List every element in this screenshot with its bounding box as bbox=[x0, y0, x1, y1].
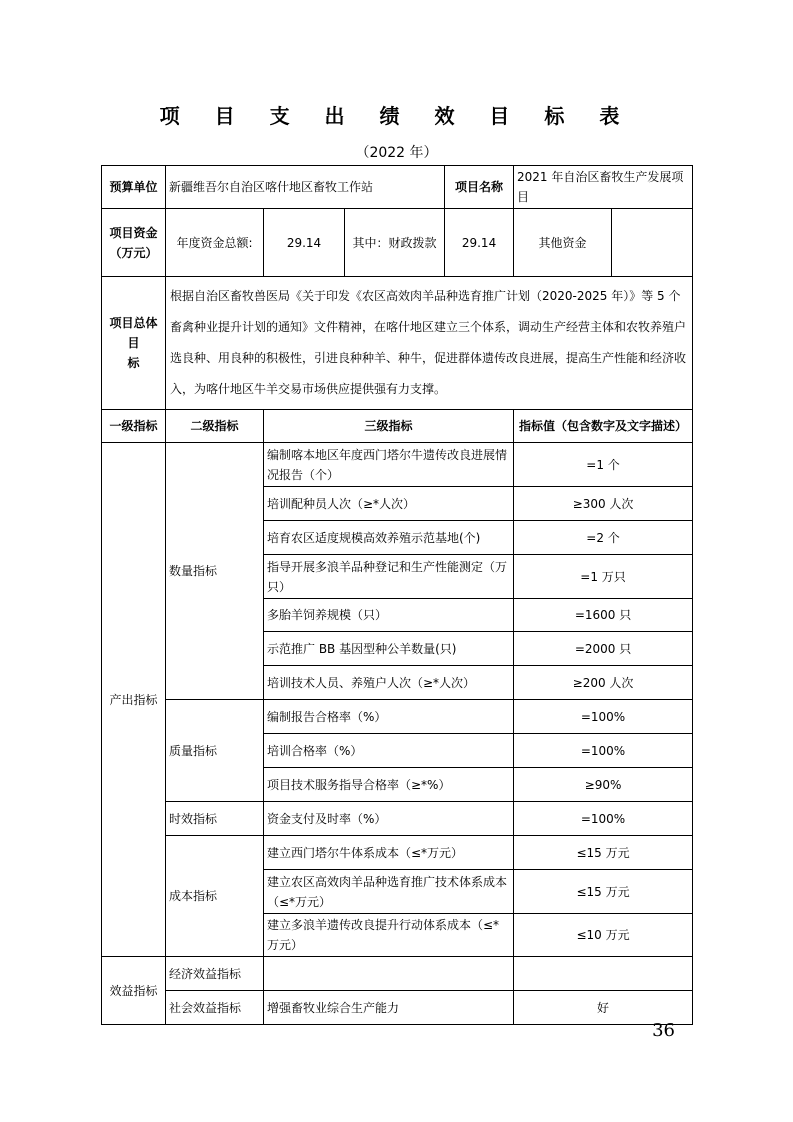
performance-table bbox=[101, 165, 693, 1025]
funds-label-line1: 项目资金 bbox=[109, 225, 158, 240]
indicator-name bbox=[264, 957, 514, 991]
indicator-name: 建立多浪羊遗传改良提升行动体系成本（≤*万元） bbox=[264, 914, 514, 957]
indicator-value: ≥90% bbox=[514, 768, 693, 802]
quality-label: 质量指标 bbox=[166, 700, 264, 802]
fiscal-label: 其中：财政拨款 bbox=[345, 209, 445, 277]
annual-total-value: 29.14 bbox=[264, 209, 345, 277]
goal-label-line2: 标 bbox=[127, 356, 140, 370]
col-level2: 二级指标 bbox=[166, 410, 264, 443]
indicator-value: ≤15 万元 bbox=[514, 836, 693, 870]
indicator-name: 编制喀本地区年度西门塔尔牛遗传改良进展情况报告（个） bbox=[264, 443, 514, 487]
goal-label bbox=[102, 277, 166, 410]
indicator-value: ≤15 万元 bbox=[514, 870, 693, 914]
indicator-name: 建立农区高效肉羊品种选育推广技术体系成本（≤*万元） bbox=[264, 870, 514, 914]
indicator-value: ≤10 万元 bbox=[514, 914, 693, 957]
indicator-value: ≥200 人次 bbox=[514, 666, 693, 700]
indicator-value: ≥300 人次 bbox=[514, 487, 693, 521]
goal-label-line1: 项目总体目 bbox=[109, 316, 158, 350]
col-level3: 三级指标 bbox=[264, 410, 514, 443]
indicator-value bbox=[514, 957, 693, 991]
indicator-name: 指导开展多浪羊品种登记和生产性能测定（万只） bbox=[264, 555, 514, 599]
indicator-value: =2 个 bbox=[514, 521, 693, 555]
year-label: （2022 年） bbox=[355, 145, 438, 161]
cost-label: 成本指标 bbox=[166, 836, 264, 957]
other-funds-label: 其他资金 bbox=[514, 209, 612, 277]
indicator-name: 培训合格率（%） bbox=[264, 734, 514, 768]
social-benefit-label: 社会效益指标 bbox=[166, 991, 264, 1025]
budget-unit-value: 新疆维吾尔自治区喀什地区畜牧工作站 bbox=[166, 166, 445, 209]
indicator-value: =1 个 bbox=[514, 443, 693, 487]
quantity-label: 数量指标 bbox=[166, 443, 264, 700]
project-name-label: 项目名称 bbox=[445, 166, 514, 209]
funds-label bbox=[102, 209, 166, 277]
indicator-value: =100% bbox=[514, 802, 693, 836]
indicator-name: 示范推广 BB 基因型种公羊数量(只) bbox=[264, 632, 514, 666]
fiscal-value: 29.14 bbox=[445, 209, 514, 277]
indicator-name: 编制报告合格率（%） bbox=[264, 700, 514, 734]
project-name-value: 2021 年自治区畜牧生产发展项目 bbox=[514, 166, 693, 209]
economic-benefit-label: 经济效益指标 bbox=[166, 957, 264, 991]
indicator-name: 培训配种员人次（≥*人次） bbox=[264, 487, 514, 521]
indicator-name: 培训技术人员、养殖户人次（≥*人次） bbox=[264, 666, 514, 700]
indicator-value: =100% bbox=[514, 700, 693, 734]
annual-total-label: 年度资金总额: bbox=[166, 209, 264, 277]
budget-unit-label: 预算单位 bbox=[102, 166, 166, 209]
indicator-name: 项目技术服务指导合格率（≥*%） bbox=[264, 768, 514, 802]
indicator-value: 好 bbox=[514, 991, 693, 1025]
col-level1: 一级指标 bbox=[102, 410, 166, 443]
indicator-value: =100% bbox=[514, 734, 693, 768]
indicator-name: 多胎羊饲养规模（只） bbox=[264, 599, 514, 632]
funds-label-line2: （万元） bbox=[109, 245, 158, 260]
indicator-value: =1600 只 bbox=[514, 599, 693, 632]
indicator-name: 培育农区适度规模高效养殖示范基地(个) bbox=[264, 521, 514, 555]
other-funds-value bbox=[612, 209, 693, 277]
timeliness-label: 时效指标 bbox=[166, 802, 264, 836]
indicator-name: 资金支付及时率（%） bbox=[264, 802, 514, 836]
goal-text: 根据自治区畜牧兽医局《关于印发《农区高效肉羊品种选育推广计划（2020-2025 年）》等 5 个畜禽种业提升计划的通知》文件精神，在喀什地区建立三个体系，调动生产经营主体和农牧养殖户选良种、用良种的积极性，引进良种种羊、种牛，促进群体遗传改良进展，提高生产性能和经济收入，为喀什地区牛羊交易市场供应提供强有力支撑。 bbox=[166, 277, 693, 410]
page-number: 36 bbox=[652, 1020, 675, 1041]
indicator-name: 建立西门塔尔牛体系成本（≤*万元） bbox=[264, 836, 514, 870]
page-title: 项 目 支 出 绩 效 目 标 表 bbox=[159, 104, 634, 128]
col-value: 指标值（包含数字及文字描述） bbox=[514, 410, 693, 443]
indicator-value: =2000 只 bbox=[514, 632, 693, 666]
indicator-name: 增强畜牧业综合生产能力 bbox=[264, 991, 514, 1025]
benefit-label: 效益指标 bbox=[102, 957, 166, 1025]
output-label: 产出指标 bbox=[102, 443, 166, 957]
indicator-value: =1 万只 bbox=[514, 555, 693, 599]
